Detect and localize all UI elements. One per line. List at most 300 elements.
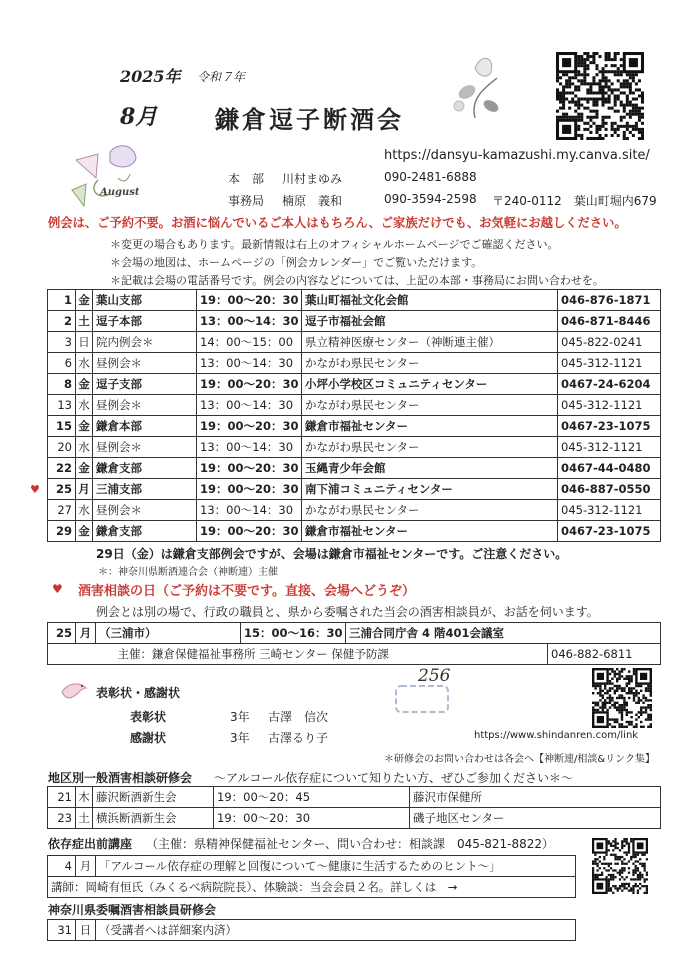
qr-module <box>638 702 640 704</box>
qr-module <box>626 702 628 704</box>
qr-module <box>623 887 625 889</box>
qr-module <box>556 79 559 82</box>
qr-module <box>629 110 632 113</box>
qr-module <box>608 58 611 61</box>
qr-module <box>602 70 605 73</box>
qr-module <box>597 702 599 704</box>
qr-module <box>604 699 606 701</box>
qr-module <box>577 116 580 119</box>
qr-module <box>617 847 619 849</box>
qr-module <box>626 838 628 840</box>
qr-module <box>632 872 634 874</box>
qr-module <box>621 723 623 725</box>
qr-module <box>580 64 583 67</box>
year: 2025年 <box>120 67 181 86</box>
qr-module <box>577 88 580 91</box>
qr-module <box>628 678 630 680</box>
qr-module <box>638 128 641 131</box>
qr-module <box>623 104 626 107</box>
qr-module <box>623 79 626 82</box>
qr-module <box>637 892 639 894</box>
qr-module <box>605 82 608 85</box>
qr-module <box>619 849 621 851</box>
shindanren-url[interactable]: https://www.shindanren.com/link <box>474 730 639 741</box>
qr-code-homepage <box>556 52 644 140</box>
qr-module <box>635 107 638 110</box>
schedule-time: 13：00〜14：30 <box>197 500 302 521</box>
qr-module <box>645 711 647 713</box>
qr-module <box>620 85 623 88</box>
qr-module <box>650 687 652 689</box>
schedule-row <box>48 500 661 521</box>
qr-module <box>650 718 652 720</box>
qr-module <box>618 723 620 725</box>
qr-module <box>626 85 629 88</box>
qr-module <box>610 854 612 856</box>
qr-module <box>619 872 621 874</box>
qr-module <box>604 692 606 694</box>
qr-module <box>619 878 621 880</box>
qr-module <box>645 709 647 711</box>
qr-module <box>645 718 647 720</box>
qr-module <box>635 718 637 720</box>
qr-module <box>630 675 632 677</box>
qr-module <box>598 85 601 88</box>
consult-venue: 三浦合同庁舎 4 階401会議室 <box>346 623 661 644</box>
qr-module <box>611 726 613 728</box>
qr-module <box>641 116 644 119</box>
qr-module <box>589 55 592 58</box>
qr-module <box>589 131 592 134</box>
qr-module <box>586 88 589 91</box>
qr-module <box>650 699 652 701</box>
qr-module <box>571 116 574 119</box>
qr-module <box>612 878 614 880</box>
qr-module <box>556 98 559 101</box>
qr-module <box>586 116 589 119</box>
qr-module <box>592 706 594 708</box>
qr-module <box>586 101 589 104</box>
qr-module <box>632 76 635 79</box>
qr-module <box>640 685 642 687</box>
qr-module <box>623 668 625 670</box>
qr-module <box>592 58 595 61</box>
qr-module <box>609 668 611 670</box>
qr-module <box>638 692 640 694</box>
qr-module <box>630 856 632 858</box>
qr-module <box>628 697 630 699</box>
qr-module <box>633 668 635 670</box>
consult-host-spacer <box>48 644 76 665</box>
qr-module <box>559 76 562 79</box>
qr-module <box>617 98 620 101</box>
qr-module <box>604 687 606 689</box>
qr-module <box>623 699 625 701</box>
qr-module <box>632 104 635 107</box>
schedule-tel: 045-312-1121 <box>558 437 661 458</box>
schedule-time: 14：00〜15：00 <box>197 332 302 353</box>
qr-module <box>630 840 632 842</box>
qr-module <box>623 704 625 706</box>
qr-module <box>595 52 598 55</box>
schedule-venue: 県立精神医療センター（神断連主催） <box>302 332 558 353</box>
qr-module <box>611 82 614 85</box>
qr-module <box>605 134 608 137</box>
qr-module <box>610 878 612 880</box>
qr-module <box>609 694 611 696</box>
qr-module <box>620 73 623 76</box>
qr-module <box>610 874 612 876</box>
qr-module <box>589 91 592 94</box>
qr-module <box>614 845 616 847</box>
schedule-dow: 水 <box>76 437 93 458</box>
qr-module <box>592 702 594 704</box>
qr-module <box>586 58 589 61</box>
qr-module <box>626 94 629 97</box>
note-2: ＊会場の地図は、ホームページの「例会カレンダー」でご覧いただけます。 <box>110 256 483 269</box>
qr-module <box>599 867 601 869</box>
qr-module <box>628 851 630 853</box>
qr-module <box>559 98 562 101</box>
qr-module <box>638 699 640 701</box>
qr-module <box>586 67 589 70</box>
qr-module <box>618 678 620 680</box>
qr-module <box>583 67 586 70</box>
qr-module <box>637 876 639 878</box>
qr-module <box>617 842 619 844</box>
qr-module <box>632 854 634 856</box>
qr-finder <box>596 842 603 849</box>
qr-module <box>644 863 646 865</box>
qr-module <box>623 867 625 869</box>
qr-module <box>628 721 630 723</box>
qr-module <box>610 863 612 865</box>
qr-module <box>602 88 605 91</box>
qr-module <box>617 872 619 874</box>
qr-module <box>628 687 630 689</box>
schedule-day: 2 <box>48 311 76 332</box>
qr-module <box>599 860 601 862</box>
qr-module <box>639 876 641 878</box>
qr-module <box>610 845 612 847</box>
qr-module <box>602 101 605 104</box>
qr-module <box>619 887 621 889</box>
qr-module <box>562 101 565 104</box>
qr-finder <box>596 883 603 890</box>
award-name-2: 古澤るり子 <box>268 731 329 745</box>
qr-module <box>623 91 626 94</box>
qr-module <box>589 137 592 140</box>
qr-module <box>577 70 580 73</box>
qr-module <box>647 716 649 718</box>
qr-module <box>586 82 589 85</box>
qr-module <box>626 854 628 856</box>
qr-module <box>647 685 649 687</box>
qr-module <box>583 79 586 82</box>
schedule-venue: 葉山町福祉文化会館 <box>302 290 558 311</box>
schedule-dow: 水 <box>76 500 93 521</box>
qr-module <box>614 876 616 878</box>
qr-module <box>633 699 635 701</box>
qr-module <box>605 52 608 55</box>
qr-module <box>626 122 629 125</box>
qr-module <box>650 714 652 716</box>
awards-title: 表彰状・感謝状 <box>96 686 181 700</box>
qr-module <box>616 687 618 689</box>
schedule-dow: 月 <box>76 479 93 500</box>
qr-module <box>646 874 648 876</box>
qr-module <box>633 697 635 699</box>
qr-module <box>626 675 628 677</box>
qr-module <box>592 122 595 125</box>
qr-module <box>608 70 611 73</box>
qr-module <box>596 858 598 860</box>
qr-module <box>599 694 601 696</box>
qr-module <box>641 107 644 110</box>
qr-module <box>626 113 629 116</box>
qr-module <box>614 685 616 687</box>
qr-module <box>611 718 613 720</box>
training-org: 藤沢断酒新生会 <box>93 787 214 808</box>
qr-module <box>630 723 632 725</box>
qr-module <box>565 82 568 85</box>
qr-module <box>629 76 632 79</box>
qr-module <box>599 699 601 701</box>
qr-module <box>640 709 642 711</box>
qr-module <box>621 842 623 844</box>
training-subtitle: 〜アルコール依存症について知りたい方、ぜひご参加ください＊〜 <box>214 771 574 785</box>
qr-module <box>635 878 637 880</box>
qr-module <box>609 682 611 684</box>
qr-module <box>605 98 608 101</box>
qr-module <box>605 869 607 871</box>
qr-module <box>583 58 586 61</box>
qr-module <box>628 867 630 869</box>
qr-module <box>642 726 644 728</box>
qr-module <box>602 94 605 97</box>
schedule-dow: 金 <box>76 290 93 311</box>
qr-module <box>565 79 568 82</box>
qr-module <box>614 128 617 131</box>
qr-module <box>592 98 595 101</box>
schedule-row <box>48 437 661 458</box>
qr-module <box>628 890 630 892</box>
qr-module <box>650 709 652 711</box>
schedule-tel: 0467-23-1075 <box>558 416 661 437</box>
qr-module <box>608 98 611 101</box>
qr-module <box>632 113 635 116</box>
qr-module <box>647 714 649 716</box>
qr-module <box>612 840 614 842</box>
contact-office-name: 楠原 義和 <box>282 194 343 208</box>
qr-module <box>641 122 644 125</box>
qr-module <box>614 842 616 844</box>
qr-module <box>562 107 565 110</box>
qr-module <box>602 67 605 70</box>
qr-module <box>608 840 610 842</box>
qr-module <box>571 98 574 101</box>
qr-module <box>583 70 586 73</box>
schedule-tel: 046-876-1871 <box>558 290 661 311</box>
qr-module <box>640 721 642 723</box>
qr-module <box>626 682 628 684</box>
qr-module <box>611 678 613 680</box>
qr-module <box>598 91 601 94</box>
qr-module <box>592 110 595 113</box>
qr-module <box>638 113 641 116</box>
qr-module <box>602 91 605 94</box>
consult-title: 酒害相談の日（ご予約は不要です。直接、会場へどうぞ） <box>78 584 415 599</box>
qr-module <box>586 122 589 125</box>
qr-module <box>626 692 628 694</box>
qr-module <box>620 125 623 128</box>
qr-module <box>602 122 605 125</box>
qr-module <box>602 76 605 79</box>
qr-module <box>632 892 634 894</box>
qr-module <box>641 865 643 867</box>
training-row <box>48 808 661 829</box>
schedule-venue: 南下浦コミュニティセンター <box>302 479 558 500</box>
qr-module <box>621 704 623 706</box>
homepage-url[interactable]: https://dansyu-kamazushi.my.canva.site/ <box>384 148 650 163</box>
qr-module <box>637 854 639 856</box>
qr-module <box>592 709 594 711</box>
qr-module <box>618 709 620 711</box>
qr-module <box>574 110 577 113</box>
qr-module <box>641 101 644 104</box>
qr-module <box>586 128 589 131</box>
qr-module <box>592 874 594 876</box>
qr-module <box>568 107 571 110</box>
schedule-time: 19：00〜20：30 <box>197 290 302 311</box>
qr-module <box>599 685 601 687</box>
qr-module <box>632 98 635 101</box>
qr-module <box>583 76 586 79</box>
qr-module <box>626 79 629 82</box>
qr-module <box>632 125 635 128</box>
qr-module <box>630 711 632 713</box>
qr-module <box>623 878 625 880</box>
contact-office-address: 〒240-0112 葉山町堀内679 <box>492 194 657 208</box>
training-dow: 木 <box>76 787 93 808</box>
qr-module <box>592 101 595 104</box>
qr-module <box>621 860 623 862</box>
schedule-tel: 0467-23-1075 <box>558 521 661 542</box>
qr-module <box>644 892 646 894</box>
schedule-day: 27 <box>48 500 76 521</box>
qr-module <box>623 838 625 840</box>
qr-finder <box>562 125 571 134</box>
qr-module <box>621 847 623 849</box>
qr-module <box>623 840 625 842</box>
qr-module <box>611 699 613 701</box>
qr-module <box>650 716 652 718</box>
qr-module <box>583 82 586 85</box>
qr-module <box>606 697 608 699</box>
qr-module <box>640 699 642 701</box>
qr-module <box>603 867 605 869</box>
qr-finder <box>562 58 571 67</box>
qr-module <box>602 116 605 119</box>
schedule-row <box>48 332 661 353</box>
qr-module <box>602 85 605 88</box>
qr-module <box>592 860 594 862</box>
qr-module <box>608 885 610 887</box>
qr-module <box>608 887 610 889</box>
qr-module <box>630 690 632 692</box>
qr-module <box>641 98 644 101</box>
qr-module <box>630 838 632 840</box>
schedule-venue: 鎌倉市福祉センター <box>302 416 558 437</box>
qr-module <box>639 878 641 880</box>
qr-module <box>640 711 642 713</box>
qr-module <box>592 872 594 874</box>
schedule-dow: 金 <box>76 416 93 437</box>
qr-module <box>574 73 577 76</box>
qr-module <box>635 104 638 107</box>
qr-module <box>618 706 620 708</box>
qr-module <box>577 98 580 101</box>
qr-module <box>611 697 613 699</box>
qr-module <box>574 101 577 104</box>
qr-module <box>608 869 610 871</box>
qr-module <box>638 110 641 113</box>
qr-module <box>592 116 595 119</box>
schedule-venue: 玉縄青少年会館 <box>302 458 558 479</box>
qr-module <box>609 673 611 675</box>
qr-module <box>602 98 605 101</box>
qr-module <box>618 697 620 699</box>
qr-module <box>635 98 638 101</box>
qr-module <box>580 61 583 64</box>
qr-module <box>562 116 565 119</box>
qr-module <box>598 55 601 58</box>
qr-module <box>623 702 625 704</box>
qr-module <box>571 82 574 85</box>
schedule-day: 15 <box>48 416 76 437</box>
qr-module <box>604 702 606 704</box>
qr-module <box>650 723 652 725</box>
qr-module <box>589 61 592 64</box>
qr-module <box>650 694 652 696</box>
schedule-row <box>48 521 661 542</box>
qr-module <box>626 101 629 104</box>
qr-module <box>616 673 618 675</box>
qr-module <box>614 88 617 91</box>
qr-module <box>568 101 571 104</box>
qr-module <box>621 867 623 869</box>
qr-module <box>629 82 632 85</box>
qr-module <box>595 98 598 101</box>
qr-module <box>620 116 623 119</box>
schedule-row <box>48 290 661 311</box>
qr-module <box>609 680 611 682</box>
qr-module <box>614 847 616 849</box>
qr-finder <box>597 716 604 723</box>
qr-module <box>629 73 632 76</box>
qr-module <box>577 107 580 110</box>
qr-module <box>635 854 637 856</box>
qr-module <box>614 856 616 858</box>
lecture-month: 4 <box>48 856 76 877</box>
qr-module <box>595 110 598 113</box>
qr-module <box>580 79 583 82</box>
qr-module <box>638 94 641 97</box>
qr-module <box>589 125 592 128</box>
schedule-venue: かながわ県民センター <box>302 437 558 458</box>
contact-honbu-role: 本 部 <box>228 172 265 186</box>
qr-module <box>583 128 586 131</box>
